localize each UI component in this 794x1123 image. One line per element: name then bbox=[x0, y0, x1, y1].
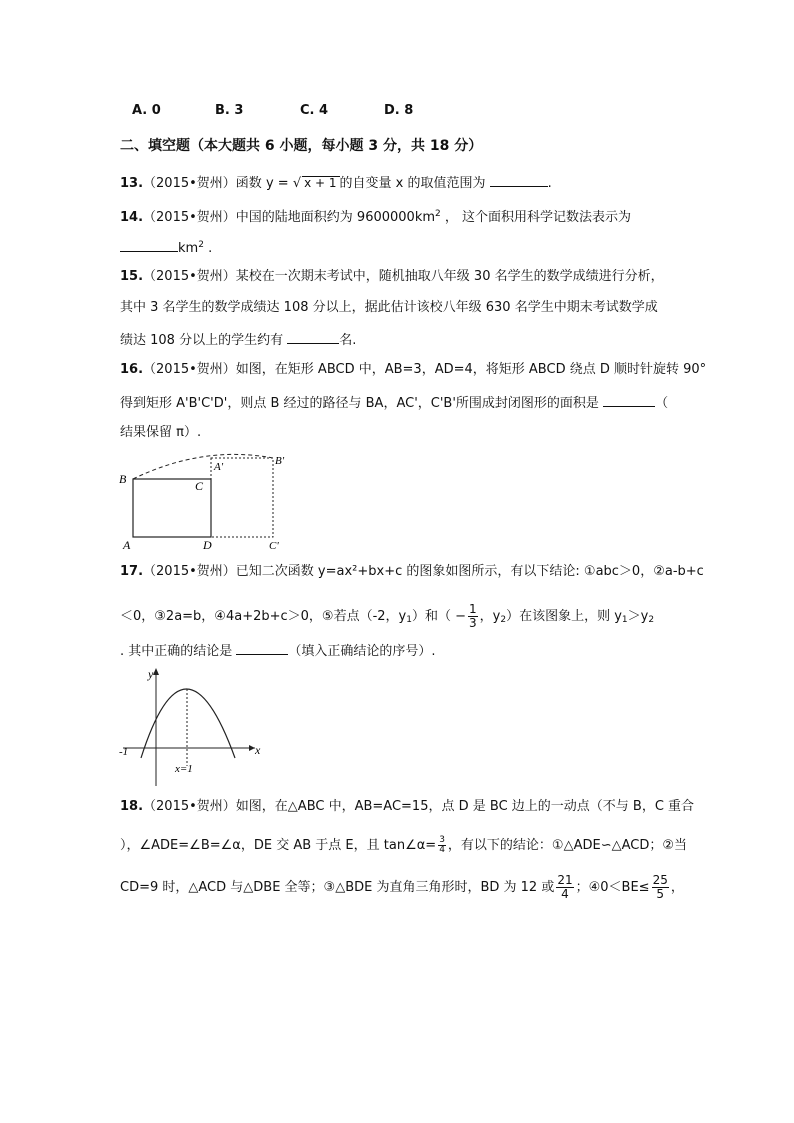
section-heading: 二、填空题（本大题共 6 小题，每小题 3 分，共 18 分） bbox=[120, 138, 483, 154]
q16-line2b: （ bbox=[655, 396, 669, 411]
q17-line1: 已知二次函数 y=ax²+bx+c 的图象如图所示，有以下结论: ①abc＞0，②a-b+c bbox=[235, 564, 704, 579]
q14-sup: 2 bbox=[435, 209, 441, 219]
q18-bd-fraction bbox=[556, 874, 573, 901]
q13-number: 13. bbox=[120, 176, 144, 191]
q16-answer-blank bbox=[603, 393, 655, 407]
label-a-prime: A' bbox=[214, 461, 224, 473]
question-18 bbox=[120, 798, 694, 816]
q17-l3b: （填入正确结论的序号）. bbox=[288, 644, 436, 659]
q14-answer-blank bbox=[120, 238, 178, 252]
q18-source: （2015•贺州） bbox=[143, 799, 236, 814]
sqrt-sign: √ bbox=[292, 176, 302, 191]
q18-l3b: ；④0＜BE≤ bbox=[575, 880, 650, 895]
q17-source: （2015•贺州） bbox=[143, 564, 236, 579]
question-15-line2: 其中 3 名学生的数学成绩达 108 分以上，据此估计该校八年级 630 名学生中期末考试数学成 bbox=[120, 300, 658, 315]
q17-sub3: 1 bbox=[621, 615, 628, 625]
q17-l2b: ）和（ − bbox=[411, 609, 467, 624]
q18-tan-fraction bbox=[438, 836, 446, 855]
label-b: B bbox=[119, 472, 127, 486]
q13-text: 函数 bbox=[235, 176, 262, 191]
q16-source: （2015•贺州） bbox=[143, 362, 236, 377]
x-axis-label: x bbox=[255, 743, 261, 757]
question-13 bbox=[120, 173, 552, 193]
q18-be-fraction bbox=[652, 874, 669, 901]
figure-16-rectangle-rotation bbox=[115, 450, 295, 552]
label-neg-one: -1 bbox=[119, 746, 129, 758]
q17-frac-den: 3 bbox=[469, 616, 477, 630]
q15-source: （2015•贺州） bbox=[143, 269, 236, 284]
question-17-line2 bbox=[120, 603, 654, 630]
label-x-equals-1: x=1 bbox=[175, 763, 193, 775]
question-14 bbox=[120, 205, 631, 227]
q17-sub4: 2 bbox=[648, 615, 655, 625]
q17-sub1: 1 bbox=[406, 615, 412, 625]
q16-number: 16. bbox=[120, 362, 144, 377]
option-b: B. 3 bbox=[215, 103, 244, 118]
label-a: A bbox=[123, 538, 131, 552]
q17-fraction bbox=[468, 603, 478, 630]
q14-source: （2015•贺州） bbox=[143, 210, 236, 225]
q14-text2: ， 这个面积用科学记数法表示为 bbox=[444, 210, 632, 225]
q15-line3b: 名. bbox=[339, 333, 357, 348]
q15-answer-blank bbox=[287, 330, 339, 344]
q14-end: . bbox=[208, 241, 213, 256]
q17-l2e: ＞y bbox=[627, 609, 649, 624]
q18-tan-num: 3 bbox=[439, 835, 445, 845]
question-14-line2 bbox=[120, 236, 212, 258]
q13-end: . bbox=[547, 176, 552, 191]
q13-answer-blank bbox=[490, 173, 548, 187]
label-d: D bbox=[203, 538, 212, 552]
question-16-line2 bbox=[120, 393, 668, 413]
q17-number: 17. bbox=[120, 564, 144, 579]
y-axis-label: y bbox=[148, 667, 154, 681]
q17-l3a: . 其中正确的结论是 bbox=[120, 644, 233, 659]
q14-unit-sup: 2 bbox=[198, 240, 204, 250]
q18-number: 18. bbox=[120, 799, 144, 814]
q14-text: 中国的陆地面积约为 9600000km bbox=[235, 210, 436, 225]
q17-frac-num: 1 bbox=[469, 602, 477, 616]
q13-tail: 的自变量 x 的取值范围为 bbox=[339, 176, 486, 191]
q17-l2d: ）在该图象上，则 y bbox=[506, 609, 622, 624]
question-18-line3 bbox=[120, 874, 684, 901]
q18-l3a: CD=9 时，△ACD 与△DBE 全等；③△BDE 为直角三角形时，BD 为 12 或 bbox=[120, 880, 555, 895]
q13-source: （2015•贺州） bbox=[143, 176, 236, 191]
q15-number: 15. bbox=[120, 269, 144, 284]
label-c: C bbox=[195, 479, 204, 493]
q14-unit: km bbox=[178, 241, 199, 256]
q18-bd-num: 21 bbox=[557, 873, 573, 887]
q17-sub2: 2 bbox=[500, 615, 507, 625]
label-b-prime: B' bbox=[275, 455, 285, 467]
q17-answer-blank bbox=[236, 641, 288, 655]
q13-radicand: x + 1 bbox=[302, 176, 339, 190]
figure-17-parabola bbox=[115, 662, 265, 790]
question-17 bbox=[120, 563, 704, 581]
q13-y: y = bbox=[265, 176, 289, 191]
question-18-line2 bbox=[120, 836, 687, 855]
q16-line1: 如图，在矩形 ABCD 中，AB=3，AD=4，将矩形 ABCD 绕点 D 顺时针旋转 90° bbox=[235, 362, 707, 377]
q18-l3c: ， bbox=[670, 880, 684, 895]
q16-line2: 得到矩形 A'B'C'D'，则点 B 经过的路径与 BA，AC'，C'B'所围成封闭图形的面积是 bbox=[120, 396, 599, 411]
y-axis-arrow bbox=[153, 668, 159, 675]
q15-line3: 绩达 108 分以上的学生约有 bbox=[120, 333, 284, 348]
q18-tan-den: 4 bbox=[439, 845, 445, 855]
question-16-line3: 结果保留 π）. bbox=[120, 425, 202, 440]
q18-l2a: ），∠ADE=∠B=∠α，DE 交 AB 于点 E，且 tan∠α= bbox=[120, 838, 437, 853]
q14-number: 14. bbox=[120, 210, 144, 225]
q17-l2a: ＜0，③2a=b，④4a+2b+c＞0，⑤若点（-2，y bbox=[120, 609, 407, 624]
q18-be-num: 25 bbox=[652, 873, 668, 887]
question-17-line3 bbox=[120, 641, 436, 661]
q15-line1: 某校在一次期末考试中，随机抽取八年级 30 名学生的数学成绩进行分析， bbox=[235, 269, 664, 284]
option-a: A. 0 bbox=[132, 103, 161, 118]
question-15 bbox=[120, 268, 664, 286]
q17-l2c: ，y bbox=[479, 609, 501, 624]
q18-be-den: 5 bbox=[656, 887, 665, 901]
option-d: D. 8 bbox=[384, 103, 414, 118]
q18-line1: 如图，在△ABC 中，AB=AC=15，点 D 是 BC 边上的一动点（不与 B，C 重合 bbox=[235, 799, 695, 814]
label-c-prime: C' bbox=[269, 540, 279, 552]
question-15-line3 bbox=[120, 330, 356, 350]
q18-l2b: ，有以下的结论：①△ADE∽△ACD；②当 bbox=[447, 838, 687, 853]
option-c: C. 4 bbox=[300, 103, 329, 118]
q18-bd-den: 4 bbox=[561, 887, 569, 901]
question-16 bbox=[120, 361, 706, 379]
